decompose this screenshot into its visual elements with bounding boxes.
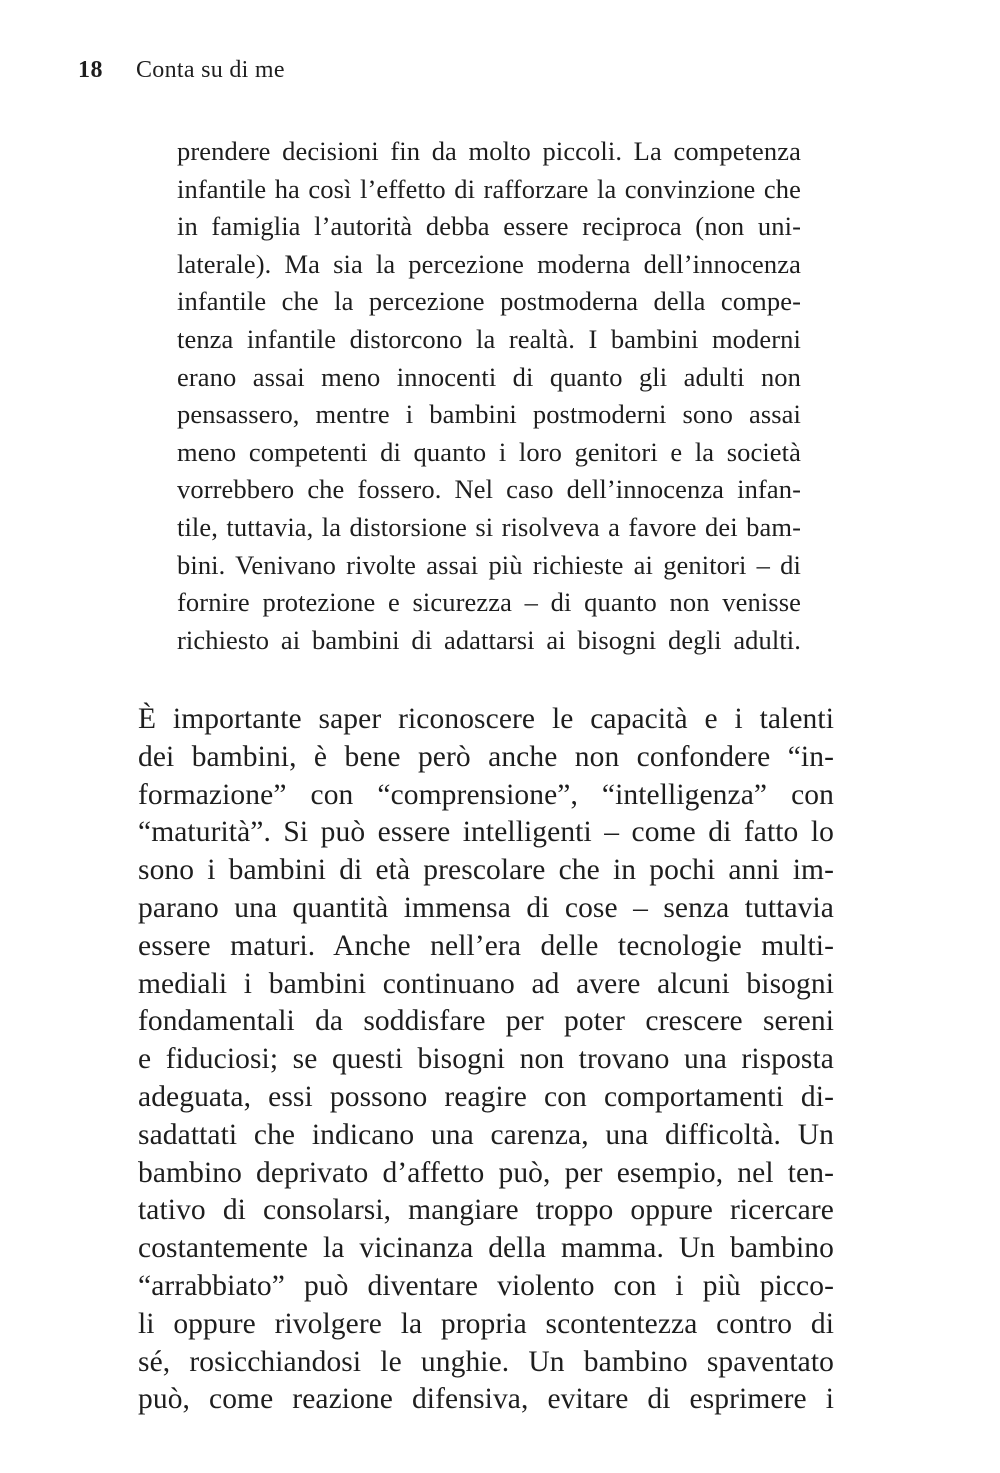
text-line: tile, tuttavia, la distorsione si risolveva a favore dei bam- — [177, 511, 801, 542]
text-line: laterale). Ma sia la percezione moderna dell’innocenza — [177, 248, 801, 279]
running-title: Conta su di me — [136, 57, 285, 83]
text-line: infantile che la percezione postmoderna della compe- — [177, 286, 801, 317]
text-line: dei bambini, è bene però anche non confondere “in- — [138, 740, 834, 773]
block-quote — [177, 133, 801, 659]
text-line: in famiglia l’autorità debba essere reciproca (non uni- — [177, 211, 801, 242]
text-line: mediali i bambini continuano ad avere alcuni bisogni — [138, 967, 834, 1000]
text-line: adeguata, essi possono reagire con comportamenti di- — [138, 1080, 834, 1113]
text-line: pensassero, mentre i bambini postmoderni sono assai — [177, 399, 801, 430]
text-line: li oppure rivolgere la propria scontentezza contro di — [138, 1307, 834, 1340]
text-line: fornire protezione e sicurezza – di quanto non venisse — [177, 587, 801, 618]
text-line: meno competenti di quanto i loro genitori e la società — [177, 436, 801, 467]
text-line: sé, rosicchiandosi le unghie. Un bambino spaventato — [138, 1345, 834, 1378]
text-line: erano assai meno innocenti di quanto gli adulti non — [177, 361, 801, 392]
text-line: vorrebbero che fossero. Nel caso dell’innocenza infan- — [177, 474, 801, 505]
text-line: e fiduciosi; se questi bisogni non trovano una risposta — [138, 1043, 834, 1076]
text-line: tenza infantile distorcono la realtà. I bambini moderni — [177, 323, 801, 354]
body-paragraph — [138, 701, 834, 1419]
text-line: “maturità”. Si può essere intelligenti – come di fatto lo — [138, 816, 834, 849]
text-line: sono i bambini di età prescolare che in pochi anni im- — [138, 854, 834, 887]
text-line: bini. Venivano rivolte assai più richieste ai genitori – di — [177, 549, 801, 580]
text-line: sadattati che indicano una carenza, una difficoltà. Un — [138, 1118, 834, 1151]
text-line: È importante saper riconoscere le capacità e i talenti — [138, 703, 834, 735]
page-number: 18 — [78, 57, 103, 83]
text-line: formazione” con “comprensione”, “intelligenza” con — [138, 778, 834, 811]
text-line: può, come reazione difensiva, evitare di esprimere i — [138, 1383, 834, 1416]
text-line: tativo di consolarsi, mangiare troppo oppure ricercare — [138, 1194, 834, 1227]
text-line: essere maturi. Anche nell’era delle tecnologie multi- — [138, 929, 834, 962]
text-line: fondamentali da soddisfare per poter crescere sereni — [138, 1005, 834, 1038]
text-line: prendere decisioni fin da molto piccoli. La competenza — [177, 136, 801, 166]
text-line: parano una quantità immensa di cose – senza tuttavia — [138, 891, 834, 924]
text-line: richiesto ai bambini di adattarsi ai bisogni degli adulti. — [177, 624, 801, 655]
text-line: infantile ha così l’effetto di rafforzare la convinzione che — [177, 173, 801, 204]
text-line: “arrabbiato” può diventare violento con i più picco- — [138, 1269, 834, 1302]
running-header — [78, 56, 285, 84]
text-line: costantemente la vicinanza della mamma. Un bambino — [138, 1232, 834, 1265]
text-line: bambino deprivato d’affetto può, per esempio, nel ten- — [138, 1156, 834, 1189]
